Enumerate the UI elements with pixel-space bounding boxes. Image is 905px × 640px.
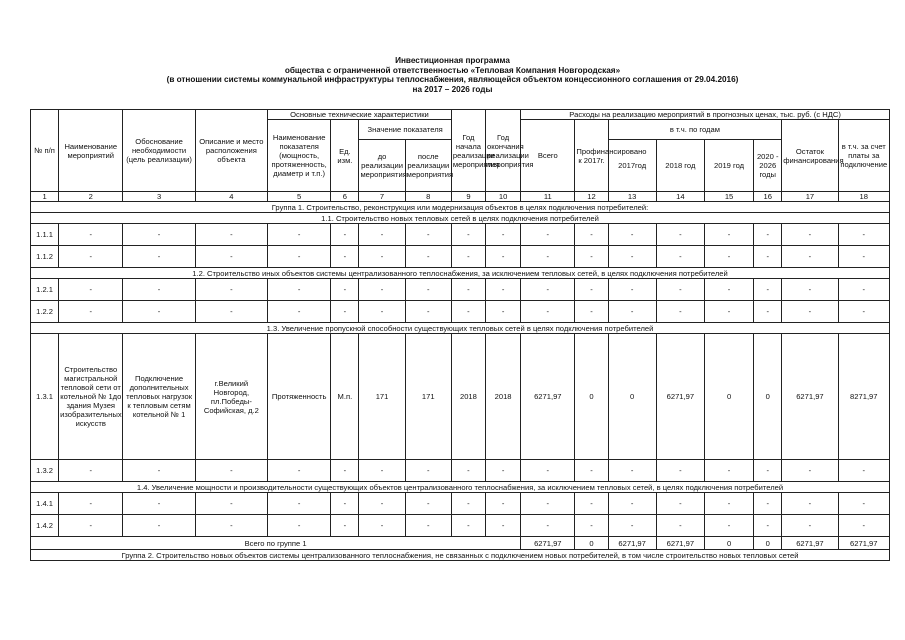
- col-header-2020-2026: 2020 - 2026 годы: [754, 140, 782, 192]
- dash-cell: -: [451, 279, 485, 301]
- col-number: 17: [782, 192, 838, 202]
- dash-cell: -: [608, 493, 656, 515]
- title-line-2: общества с ограниченной ответственностью «Тепловая Компания Новгородская»: [284, 65, 621, 75]
- col-group-costs: Расходы на реализацию мероприятий в прогнозных ценах, тыс. руб. (с НДС): [521, 110, 890, 120]
- measure-unit: М.п.: [331, 334, 359, 460]
- dash-cell: -: [838, 515, 889, 537]
- cost-total: 6271,97: [521, 334, 575, 460]
- dash-cell: -: [704, 246, 753, 268]
- title-line-3: (в отношении системы коммунальной инфраструктуры теплоснабжения, являющейся объектом концессионного соглашения от 29.04.2016): [166, 75, 739, 85]
- dash-cell: -: [782, 301, 838, 323]
- dash-cell: -: [451, 515, 485, 537]
- title-line-1: Инвестиционная программа: [395, 56, 510, 65]
- total-2020-2026: 0: [754, 537, 782, 550]
- dash-cell: -: [754, 301, 782, 323]
- group-1-title: Группа 1. Строительство, реконструкция или модернизация объектов в целях подключения потребителей:: [31, 202, 890, 213]
- dash-cell: -: [359, 493, 405, 515]
- total-cost: 6271,97: [521, 537, 575, 550]
- cost-financed: 0: [575, 334, 608, 460]
- dash-cell: -: [123, 246, 195, 268]
- dash-cell: -: [704, 460, 753, 482]
- dash-cell: -: [575, 493, 608, 515]
- total-financed: 0: [575, 537, 608, 550]
- dash-cell: -: [59, 279, 123, 301]
- total-connection: 6271,97: [838, 537, 889, 550]
- dash-cell: -: [451, 224, 485, 246]
- dash-cell: -: [486, 460, 521, 482]
- dash-cell: -: [704, 279, 753, 301]
- row-number: 1.4.2: [31, 515, 59, 537]
- total-rest: 6271,97: [782, 537, 838, 550]
- dash-cell: -: [405, 246, 451, 268]
- cost-2017: 0: [608, 334, 656, 460]
- table-row: [31, 279, 890, 301]
- col-number: 18: [838, 192, 889, 202]
- col-number: 2: [59, 192, 123, 202]
- dash-cell: -: [754, 279, 782, 301]
- row-number: 1.2.1: [31, 279, 59, 301]
- dash-cell: -: [59, 493, 123, 515]
- dash-cell: -: [195, 460, 267, 482]
- dash-cell: -: [521, 224, 575, 246]
- document-header: [0, 56, 905, 94]
- col-group-years: в т.ч. по годам: [608, 120, 782, 140]
- col-number: 12: [575, 192, 608, 202]
- dash-cell: -: [656, 224, 704, 246]
- col-group-value: Значение показателя: [359, 120, 451, 140]
- section-1-3-title: 1.3. Увеличение пропускной способности существующих тепловых сетей в целях подключения потребителей: [31, 323, 890, 334]
- dash-cell: -: [331, 301, 359, 323]
- column-numbers-row: [31, 192, 890, 202]
- dash-cell: -: [59, 515, 123, 537]
- dash-cell: -: [451, 246, 485, 268]
- dash-cell: -: [195, 224, 267, 246]
- dash-cell: -: [608, 224, 656, 246]
- dash-cell: -: [451, 460, 485, 482]
- measure-name: Строительство магистральной тепловой сети от котельной № 1до здания Музея изобразительных искусств: [59, 334, 123, 460]
- value-after: 171: [405, 334, 451, 460]
- dash-cell: -: [405, 493, 451, 515]
- table-row: [31, 493, 890, 515]
- total-2019: 0: [704, 537, 753, 550]
- dash-cell: -: [59, 460, 123, 482]
- dash-cell: -: [754, 460, 782, 482]
- dash-cell: -: [575, 515, 608, 537]
- dash-cell: -: [656, 493, 704, 515]
- dash-cell: -: [608, 460, 656, 482]
- dash-cell: -: [838, 301, 889, 323]
- value-before: 171: [359, 334, 405, 460]
- dash-cell: -: [359, 515, 405, 537]
- dash-cell: -: [486, 493, 521, 515]
- dash-cell: -: [782, 246, 838, 268]
- table-row: [31, 301, 890, 323]
- col-header-total: Всего: [521, 120, 575, 192]
- dash-cell: -: [123, 515, 195, 537]
- dash-cell: -: [359, 301, 405, 323]
- dash-cell: -: [59, 224, 123, 246]
- dash-cell: -: [359, 224, 405, 246]
- dash-cell: -: [656, 246, 704, 268]
- dash-cell: -: [704, 515, 753, 537]
- col-number: 7: [359, 192, 405, 202]
- table-row: [31, 460, 890, 482]
- dash-cell: -: [838, 224, 889, 246]
- dash-cell: -: [656, 301, 704, 323]
- col-number: 16: [754, 192, 782, 202]
- investment-table: [30, 109, 890, 561]
- cost-2018: 6271,97: [656, 334, 704, 460]
- dash-cell: -: [575, 460, 608, 482]
- dash-cell: -: [405, 460, 451, 482]
- dash-cell: -: [331, 460, 359, 482]
- col-header-before: до реализации мероприятия: [359, 140, 405, 192]
- col-header-start-year: Год начала реализации мероприятия: [451, 110, 485, 192]
- dash-cell: -: [331, 246, 359, 268]
- dash-cell: -: [405, 301, 451, 323]
- dash-cell: -: [575, 301, 608, 323]
- dash-cell: -: [123, 460, 195, 482]
- dash-cell: -: [782, 279, 838, 301]
- dash-cell: -: [268, 460, 331, 482]
- dash-cell: -: [575, 246, 608, 268]
- col-number: 5: [268, 192, 331, 202]
- table-row: [31, 515, 890, 537]
- dash-cell: -: [656, 279, 704, 301]
- dash-cell: -: [268, 246, 331, 268]
- dash-cell: -: [331, 515, 359, 537]
- measure-indicator: Протяженность: [268, 334, 331, 460]
- total-2018: 6271,97: [656, 537, 704, 550]
- dash-cell: -: [838, 493, 889, 515]
- dash-cell: -: [704, 224, 753, 246]
- dash-cell: -: [486, 279, 521, 301]
- dash-cell: -: [754, 493, 782, 515]
- col-header-after: после реализации мероприятия: [405, 140, 451, 192]
- dash-cell: -: [331, 224, 359, 246]
- col-header-reason: Обоснование необходимости (цель реализации): [123, 110, 195, 192]
- col-number: 4: [195, 192, 267, 202]
- dash-cell: -: [575, 224, 608, 246]
- row-number: 1.2.2: [31, 301, 59, 323]
- total-2017: 6271,97: [608, 537, 656, 550]
- title-line-4: на 2017 – 2026 годы: [412, 84, 493, 94]
- measure-location: г.Великий Новгород, пл.Победы-Софийская, д.2: [195, 334, 267, 460]
- dash-cell: -: [405, 515, 451, 537]
- dash-cell: -: [575, 279, 608, 301]
- dash-cell: -: [268, 493, 331, 515]
- dash-cell: -: [521, 515, 575, 537]
- col-header-2018: 2018 год: [656, 140, 704, 192]
- end-year: 2018: [486, 334, 521, 460]
- dash-cell: -: [704, 493, 753, 515]
- col-number: 9: [451, 192, 485, 202]
- col-number: 14: [656, 192, 704, 202]
- col-header-end-year: Год окончания реализации мероприятия: [486, 110, 521, 192]
- dash-cell: -: [754, 515, 782, 537]
- col-header-rest: Остаток финансирования: [782, 120, 838, 192]
- dash-cell: -: [521, 493, 575, 515]
- dash-cell: -: [195, 301, 267, 323]
- dash-cell: -: [268, 224, 331, 246]
- dash-cell: -: [486, 515, 521, 537]
- dash-cell: -: [521, 301, 575, 323]
- dash-cell: -: [608, 301, 656, 323]
- table-row: [31, 246, 890, 268]
- col-header-unit: Ед. изм.: [331, 120, 359, 192]
- dash-cell: -: [782, 224, 838, 246]
- measure-reason: Подключение дополнительных тепловых нагрузок к тепловым сетям котельной № 1: [123, 334, 195, 460]
- table-row: [31, 224, 890, 246]
- dash-cell: -: [331, 493, 359, 515]
- dash-cell: -: [754, 224, 782, 246]
- col-number: 11: [521, 192, 575, 202]
- dash-cell: -: [195, 515, 267, 537]
- dash-cell: -: [754, 246, 782, 268]
- cost-2020-2026: 0: [754, 334, 782, 460]
- col-number: 15: [704, 192, 753, 202]
- dash-cell: -: [195, 493, 267, 515]
- dash-cell: -: [123, 301, 195, 323]
- dash-cell: -: [359, 279, 405, 301]
- dash-cell: -: [608, 515, 656, 537]
- col-header-financed: Профинансировано к 2017г.: [575, 120, 608, 192]
- dash-cell: -: [359, 460, 405, 482]
- dash-cell: -: [486, 224, 521, 246]
- dash-cell: -: [486, 301, 521, 323]
- section-1-1-title: 1.1. Строительство новых тепловых сетей в целях подключения потребителей: [31, 213, 890, 224]
- dash-cell: -: [195, 279, 267, 301]
- row-number: 1.3.2: [31, 460, 59, 482]
- dash-cell: -: [838, 460, 889, 482]
- dash-cell: -: [838, 246, 889, 268]
- dash-cell: -: [451, 301, 485, 323]
- dash-cell: -: [268, 515, 331, 537]
- col-number: 10: [486, 192, 521, 202]
- dash-cell: -: [521, 246, 575, 268]
- dash-cell: -: [123, 493, 195, 515]
- col-header-location: Описание и место расположения объекта: [195, 110, 267, 192]
- dash-cell: -: [268, 301, 331, 323]
- cost-2019: 0: [704, 334, 753, 460]
- row-number: 1.1.2: [31, 246, 59, 268]
- dash-cell: -: [782, 515, 838, 537]
- dash-cell: -: [656, 460, 704, 482]
- cost-rest: 6271,97: [782, 334, 838, 460]
- dash-cell: -: [123, 279, 195, 301]
- section-1-4-title: 1.4. Увеличение мощности и производительности существующих объектов централизованного теплоснабжения, за исключением тепловых сетей, в целях подключения потребителей: [31, 482, 890, 493]
- dash-cell: -: [704, 301, 753, 323]
- dash-cell: -: [521, 279, 575, 301]
- dash-cell: -: [608, 246, 656, 268]
- col-number: 13: [608, 192, 656, 202]
- col-header-indicator: Наименование показателя (мощность, протяженность, диаметр и т.п.): [268, 120, 331, 192]
- start-year: 2018: [451, 334, 485, 460]
- section-1-2-title: 1.2. Строительство иных объектов системы централизованного теплоснабжения, за исключением тепловых сетей, в целях подключения потребителей: [31, 268, 890, 279]
- dash-cell: -: [123, 224, 195, 246]
- dash-cell: -: [521, 460, 575, 482]
- dash-cell: -: [405, 224, 451, 246]
- col-group-tech: Основные технические характеристики: [268, 110, 452, 120]
- col-header-2017: 2017год: [608, 140, 656, 192]
- col-header-connection: в т.ч. за счет платы за подключение: [838, 120, 889, 192]
- cost-connection: 8271,97: [838, 334, 889, 460]
- group-1-total-row: [31, 537, 890, 550]
- dash-cell: -: [608, 279, 656, 301]
- dash-cell: -: [359, 246, 405, 268]
- dash-cell: -: [656, 515, 704, 537]
- dash-cell: -: [59, 246, 123, 268]
- row-number: 1.3.1: [31, 334, 59, 460]
- dash-cell: -: [195, 246, 267, 268]
- dash-cell: -: [59, 301, 123, 323]
- col-number: 3: [123, 192, 195, 202]
- col-header-name: Наименование мероприятий: [59, 110, 123, 192]
- dash-cell: -: [782, 460, 838, 482]
- col-header-2019: 2019 год: [704, 140, 753, 192]
- col-number: 6: [331, 192, 359, 202]
- total-label: Всего по группе 1: [31, 537, 521, 550]
- dash-cell: -: [331, 279, 359, 301]
- dash-cell: -: [451, 493, 485, 515]
- dash-cell: -: [486, 246, 521, 268]
- dash-cell: -: [268, 279, 331, 301]
- col-number: 8: [405, 192, 451, 202]
- row-number: 1.4.1: [31, 493, 59, 515]
- dash-cell: -: [405, 279, 451, 301]
- col-header-no: № п/п: [31, 110, 59, 192]
- row-number: 1.1.1: [31, 224, 59, 246]
- dash-cell: -: [782, 493, 838, 515]
- dash-cell: -: [838, 279, 889, 301]
- group-2-title: Группа 2. Строительство новых объектов системы централизованного теплоснабжения, не связанных с подключением новых потребителей, в том числе строительство новых тепловых сетей: [31, 550, 890, 561]
- table-row: [31, 334, 890, 460]
- col-number: 1: [31, 192, 59, 202]
